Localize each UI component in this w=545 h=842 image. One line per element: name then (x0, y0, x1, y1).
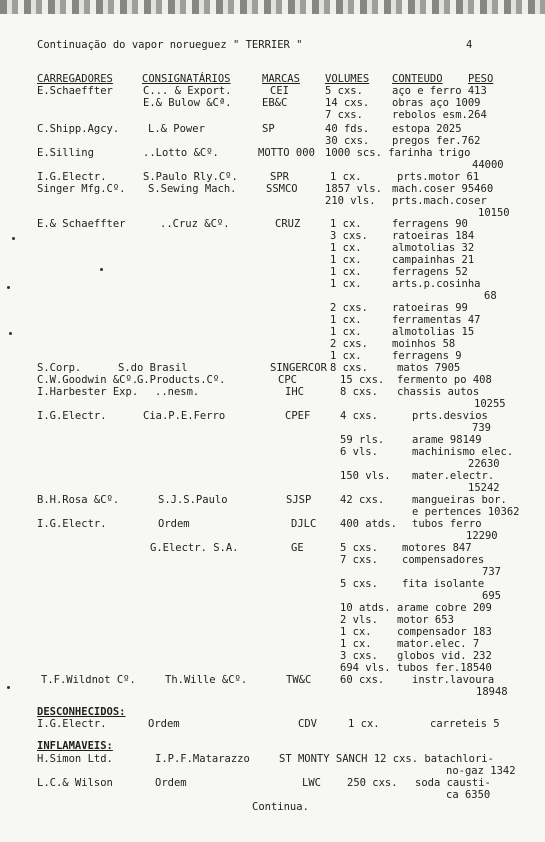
manifest-cell: 44000 (472, 159, 504, 171)
manifest-cell: 3 cxs. (330, 230, 368, 242)
manifest-cell: L.& Power (148, 123, 205, 135)
manifest-cell: arts.p.cosinha (392, 278, 481, 290)
manifest-cell: 1 cx. (330, 218, 362, 230)
section-manifest-cell: L.C.& Wilson (37, 777, 113, 789)
manifest-cell: tubos ferro (412, 518, 482, 530)
manifest-cell: 5 cxs. (325, 85, 363, 97)
manifest-cell: compensador 183 (397, 626, 492, 638)
manifest-cell: 1 cx. (340, 638, 372, 650)
manifest-cell: 15 cxs. (340, 374, 385, 386)
manifest-cell: prts.desvios (412, 410, 488, 422)
manifest-cell: 10 atds. (340, 602, 391, 614)
manifest-cell: 40 fds. (325, 123, 370, 135)
manifest-cell: almotolias 15 (392, 326, 475, 338)
section-manifest-cell: Ordem (148, 718, 180, 730)
manifest-cell: 1 cx. (330, 266, 362, 278)
manifest-cell: compensadores (402, 554, 485, 566)
manifest-cell: pregos fer.762 (392, 135, 481, 147)
manifest-cell: 5 cxs. (340, 542, 378, 554)
manifest-cell: Th.Wille &Cº. (165, 674, 248, 686)
manifest-cell: ..Cruz &Cº. (160, 218, 230, 230)
manifest-cell: 42 cxs. (340, 494, 385, 506)
manifest-cell: 59 rls. (340, 434, 385, 446)
manifest-cell: Cia.P.E.Ferro (143, 410, 226, 422)
section-manifest-cell: CDV (298, 718, 317, 730)
section-manifest-cell: no-gaz 1342 (446, 765, 516, 777)
manifest-cell: S.Corp. (37, 362, 82, 374)
manifest-cell: moinhos 58 (392, 338, 456, 350)
manifest-cell: S.do Brasil (118, 362, 188, 374)
manifest-cell: DJLC (291, 518, 317, 530)
manifest-cell: machinismo elec. (412, 446, 514, 458)
manifest-cell: 400 atds. (340, 518, 397, 530)
document-title: Continuação do vapor norueguez " TERRIER " (37, 39, 303, 51)
manifest-cell: T.F.Wildnot Cº. (41, 674, 136, 686)
manifest-cell: 10255 (474, 398, 506, 410)
manifest-cell: 2 vls. (340, 614, 378, 626)
manifest-cell: 5 cxs. (340, 578, 378, 590)
scan-speck (7, 686, 10, 689)
manifest-cell: SSMCO (266, 183, 298, 195)
manifest-cell: campainhas 21 (392, 254, 475, 266)
section-manifest-cell: ST MONTY SANCH 12 cxs. batachlori- (279, 753, 494, 765)
manifest-cell: 694 vls. (340, 662, 391, 674)
manifest-cell: 1857 vls. (325, 183, 382, 195)
column-header-marks: MARCAS (262, 73, 300, 85)
manifest-cell: I.G.Electr. (37, 171, 107, 183)
manifest-cell: estopa 2025 (392, 123, 462, 135)
manifest-cell: TW&C (286, 674, 312, 686)
section-manifest-cell: 250 cxs. (347, 777, 398, 789)
manifest-cell: 3 cxs. (340, 650, 378, 662)
manifest-cell: prts.motor 61 (397, 171, 480, 183)
manifest-cell: fermento po 408 (397, 374, 492, 386)
manifest-cell: 1 cx. (330, 171, 362, 183)
manifest-cell: 22630 (468, 458, 500, 470)
manifest-cell: I.G.Electr. (37, 518, 107, 530)
manifest-cell: S.J.S.Paulo (158, 494, 228, 506)
manifest-cell: 1 cx. (330, 350, 362, 362)
manifest-cell: 68 (484, 290, 497, 302)
scan-top-edge (0, 0, 545, 14)
column-header-weight: PESO (468, 73, 494, 85)
manifest-cell: ratoeiras 99 (392, 302, 468, 314)
manifest-cell: 1000 scs. farinha trigo (325, 147, 471, 159)
manifest-cell: 739 (472, 422, 491, 434)
manifest-cell: mach.coser 95460 (392, 183, 494, 195)
manifest-cell: C... & Export. (143, 85, 232, 97)
manifest-cell: CPC (278, 374, 297, 386)
manifest-cell: C.W.Goodwin &Cº. (37, 374, 139, 386)
manifest-cell: ferramentas 47 (392, 314, 481, 326)
section-manifest-cell: ca 6350 (446, 789, 491, 801)
manifest-cell: 1 cx. (330, 242, 362, 254)
manifest-cell: 7 cxs. (340, 554, 378, 566)
manifest-cell: 6 vls. (340, 446, 378, 458)
column-header-shippers: CARREGADORES (37, 73, 113, 85)
manifest-cell: S.Sewing Mach. (148, 183, 237, 195)
manifest-cell: I.G.Electr. (37, 410, 107, 422)
manifest-cell: 60 cxs. (340, 674, 385, 686)
manifest-cell: Ordem (158, 518, 190, 530)
manifest-cell: ..Lotto &Cº. (143, 147, 219, 159)
manifest-cell: G.Products.Cº. (137, 374, 226, 386)
manifest-cell: 12290 (466, 530, 498, 542)
manifest-cell: 737 (482, 566, 501, 578)
page-number: 4 (466, 39, 473, 51)
manifest-cell: CEI (270, 85, 289, 97)
column-header-volumes: VOLUMES (325, 73, 370, 85)
manifest-cell: CRUZ (275, 218, 301, 230)
manifest-cell: G.Electr. S.A. (150, 542, 239, 554)
manifest-cell: 30 cxs. (325, 135, 370, 147)
manifest-cell: mater.electr. (412, 470, 495, 482)
manifest-cell: 1 cx. (330, 314, 362, 326)
manifest-cell: ferragens 52 (392, 266, 468, 278)
manifest-cell: arame 98149 (412, 434, 482, 446)
section-heading: INFLAMAVEIS: (37, 740, 113, 752)
manifest-cell: MOTTO 000 (258, 147, 315, 159)
manifest-cell: EB&C (262, 97, 288, 109)
manifest-cell: 8 cxs. (340, 386, 378, 398)
manifest-cell: ratoeiras 184 (392, 230, 475, 242)
section-manifest-cell: 1 cx. (348, 718, 380, 730)
manifest-cell: tubos fer.18540 (397, 662, 492, 674)
manifest-cell: aço e ferro 413 (392, 85, 487, 97)
manifest-cell: CPEF (285, 410, 311, 422)
section-manifest-cell: Ordem (155, 777, 187, 789)
manifest-cell: 1 cx. (330, 326, 362, 338)
manifest-cell: 8 cxs. (330, 362, 368, 374)
manifest-cell: chassis autos (397, 386, 480, 398)
section-heading: DESCONHECIDOS: (37, 706, 126, 718)
manifest-cell: prts.mach.coser (392, 195, 487, 207)
section-manifest-cell: H.Simon Ltd. (37, 753, 113, 765)
manifest-cell: fita isolante (402, 578, 485, 590)
manifest-cell: SINGERCOR (270, 362, 327, 374)
manifest-cell: almotolias 32 (392, 242, 475, 254)
manifest-cell: ferragens 90 (392, 218, 468, 230)
manifest-cell: ferragens 9 (392, 350, 462, 362)
scan-speck (9, 332, 12, 335)
manifest-cell: instr.lavoura (412, 674, 495, 686)
manifest-cell: I.Harbester Exp. (37, 386, 139, 398)
manifest-cell: E.& Bulow &Cª. (143, 97, 232, 109)
manifest-cell: S.Paulo Rly.Cº. (143, 171, 238, 183)
manifest-cell: 2 cxs. (330, 338, 368, 350)
manifest-cell: SJSP (286, 494, 312, 506)
manifest-cell: globos vid. 232 (397, 650, 492, 662)
manifest-cell: rebolos esm.264 (392, 109, 487, 121)
manifest-cell: 10150 (478, 207, 510, 219)
manifest-cell: 1 cx. (330, 254, 362, 266)
section-manifest-cell: LWC (302, 777, 321, 789)
manifest-cell: ..nesm. (155, 386, 200, 398)
manifest-cell: motores 847 (402, 542, 472, 554)
manifest-cell: 210 vls. (325, 195, 376, 207)
manifest-cell: E.& Schaeffter (37, 218, 126, 230)
manifest-cell: 14 cxs. (325, 97, 370, 109)
manifest-cell: arame cobre 209 (397, 602, 492, 614)
manifest-cell: 150 vls. (340, 470, 391, 482)
manifest-cell: C.Shipp.Agcy. (37, 123, 120, 135)
manifest-cell: 1 cx. (340, 626, 372, 638)
manifest-cell: mangueiras bor. (412, 494, 507, 506)
manifest-cell: E.Silling (37, 147, 94, 159)
manifest-cell: motor 653 (397, 614, 454, 626)
scan-speck (7, 286, 10, 289)
manifest-cell: Singer Mfg.Cº. (37, 183, 126, 195)
manifest-cell: 7 cxs. (325, 109, 363, 121)
section-manifest-cell: I.P.F.Matarazzo (155, 753, 250, 765)
manifest-cell: SP (262, 123, 275, 135)
manifest-cell: 15242 (468, 482, 500, 494)
continuation-footer: Continua. (252, 801, 309, 813)
manifest-cell: mator.elec. 7 (397, 638, 480, 650)
manifest-cell: IHC (285, 386, 304, 398)
manifest-cell: e pertences 10362 (412, 506, 520, 518)
manifest-cell: B.H.Rosa &Cº. (37, 494, 120, 506)
column-header-contents: CONTEUDO (392, 73, 443, 85)
manifest-cell: 18948 (476, 686, 508, 698)
manifest-cell: SPR (270, 171, 289, 183)
manifest-cell: matos 7905 (397, 362, 461, 374)
manifest-cell: 2 cxs. (330, 302, 368, 314)
section-manifest-cell: I.G.Electr. (37, 718, 107, 730)
manifest-cell: E.Schaeffter (37, 85, 113, 97)
manifest-cell: 695 (482, 590, 501, 602)
manifest-cell: obras aço 1009 (392, 97, 481, 109)
column-header-consignees: CONSIGNATÁRIOS (142, 73, 231, 85)
section-manifest-cell: carreteis 5 (430, 718, 500, 730)
scan-speck (100, 268, 103, 271)
manifest-cell: 4 cxs. (340, 410, 378, 422)
manifest-cell: 1 cx. (330, 278, 362, 290)
section-manifest-cell: soda causti- (415, 777, 491, 789)
scan-speck (12, 237, 15, 240)
manifest-cell: GE (291, 542, 304, 554)
